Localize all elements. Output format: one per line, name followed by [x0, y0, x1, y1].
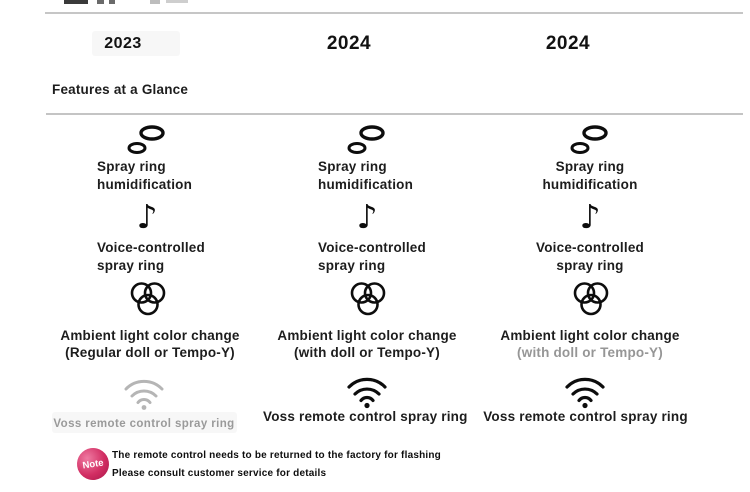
feature-cell [263, 408, 468, 426]
section-title: Features at a Glance [52, 82, 189, 97]
feature-cell [318, 239, 426, 275]
column-year-2023: 2023 [104, 35, 142, 52]
feature-cell [40, 327, 260, 361]
section-divider [46, 113, 743, 115]
feature-line: Spray ring [555, 159, 625, 174]
feature-line: humidification [542, 177, 638, 192]
feature-cell [318, 158, 413, 194]
feature-line: Ambient light color change [60, 328, 240, 343]
feature-line: spray ring [97, 258, 165, 273]
column-year-2024-a: 2024 [326, 33, 372, 54]
feature-line: (Regular doll or Tempo-Y) [65, 345, 235, 360]
spray-rings-icon [568, 122, 612, 158]
wifi-icon [562, 372, 608, 410]
feature-line: Spray ring [97, 159, 166, 174]
feature-cell [34, 415, 254, 433]
note-badge: Note [75, 446, 111, 482]
feature-cell [490, 239, 690, 275]
feature-line: humidification [318, 177, 414, 192]
feature-cell [480, 327, 700, 361]
ambient-light-circles-icon [347, 280, 389, 322]
cropped-text-remnant [64, 0, 224, 5]
feature-line: spray ring [556, 258, 624, 273]
feature-line: Voice-controlled [97, 240, 205, 255]
feature-line: (with doll or Tempo-Y) [294, 345, 440, 360]
feature-cell [97, 158, 192, 194]
feature-cell [97, 239, 205, 275]
music-note-icon: ♪ [579, 197, 601, 236]
feature-line: (with doll or Tempo-Y) [517, 345, 663, 360]
spray-rings-icon [345, 122, 389, 158]
feature-line: Ambient light color change [277, 328, 457, 343]
feature-cell [490, 158, 690, 194]
spray-rings-icon [125, 122, 169, 158]
feature-line: humidification [97, 177, 193, 192]
feature-line: Voice-controlled [318, 240, 426, 255]
feature-line: Voice-controlled [536, 240, 644, 255]
ambient-light-circles-icon [570, 280, 612, 322]
feature-line: Spray ring [318, 159, 387, 174]
feature-line: Voss remote control spray ring [53, 418, 235, 430]
music-note-icon: ♪ [356, 197, 378, 236]
wifi-icon [121, 374, 167, 412]
note-text-customer-service: Please consult customer service for details [112, 468, 327, 479]
wifi-icon [344, 372, 390, 410]
feature-line: spray ring [318, 258, 386, 273]
feature-line: Voss remote control spray ring [263, 409, 468, 424]
note-text-flashing: The remote control needs to be returned to the factory for flashing [112, 450, 441, 461]
feature-cell [257, 327, 477, 361]
column-year-2024-b: 2024 [545, 33, 591, 54]
top-divider [45, 12, 743, 14]
feature-line: Voss remote control spray ring [483, 409, 688, 424]
ambient-light-circles-icon [127, 280, 169, 322]
feature-cell [478, 408, 693, 426]
feature-line: Ambient light color change [500, 328, 680, 343]
music-note-icon: ♪ [136, 197, 158, 236]
